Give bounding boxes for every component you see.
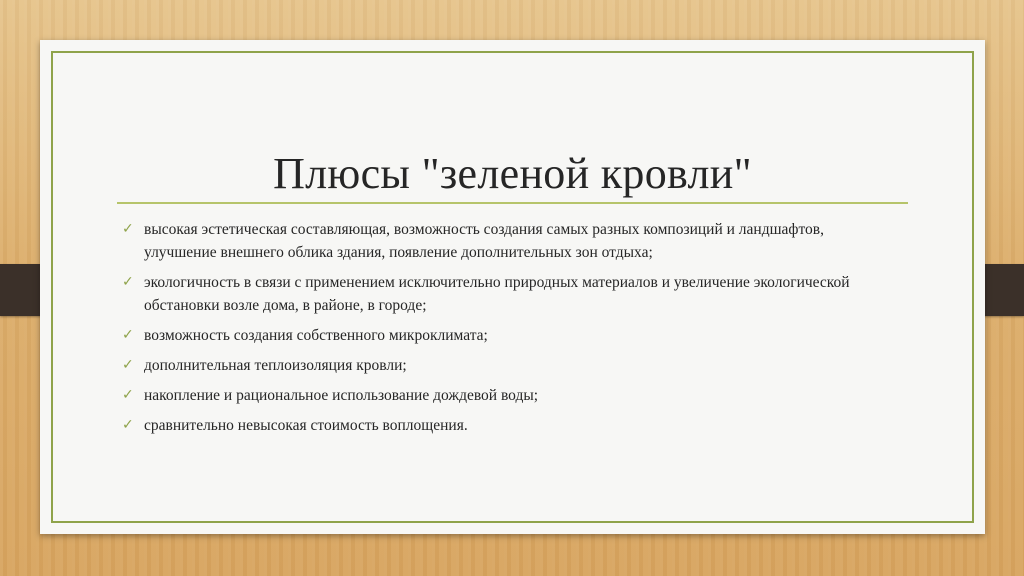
title-divider: [117, 202, 908, 204]
slide-card: [40, 40, 985, 534]
bullet-item: [122, 354, 882, 377]
checkmark-icon: ✓: [122, 327, 134, 343]
slide-title: Плюсы "зеленой кровли": [273, 149, 752, 198]
bullet-item: [122, 324, 882, 347]
bullet-text: накопление и рациональное использование дождевой воды;: [144, 387, 539, 404]
bullet-text: экологичность в связи с применением исключительно природных материалов и увеличение экологической обстановки возле дома, в районе, в городе;: [144, 274, 850, 314]
bullet-list: [122, 218, 882, 444]
bullet-item: [122, 271, 882, 317]
checkmark-icon: ✓: [122, 417, 134, 433]
bullet-item: [122, 414, 882, 437]
checkmark-icon: ✓: [122, 357, 134, 373]
checkmark-icon: ✓: [122, 387, 134, 403]
checkmark-icon: ✓: [122, 221, 134, 237]
bullet-text: высокая эстетическая составляющая, возможность создания самых разных композиций и ландшафтов, улучшение внешнего облика здания, появление дополнительных зон отдыха;: [144, 221, 824, 261]
bullet-item: [122, 218, 882, 264]
bullet-item: [122, 384, 882, 407]
checkmark-icon: ✓: [122, 274, 134, 290]
bullet-text: дополнительная теплоизоляция кровли;: [144, 357, 407, 374]
bullet-text: возможность создания собственного микроклимата;: [144, 327, 488, 344]
bullet-text: сравнительно невысокая стоимость воплощения.: [144, 417, 468, 434]
